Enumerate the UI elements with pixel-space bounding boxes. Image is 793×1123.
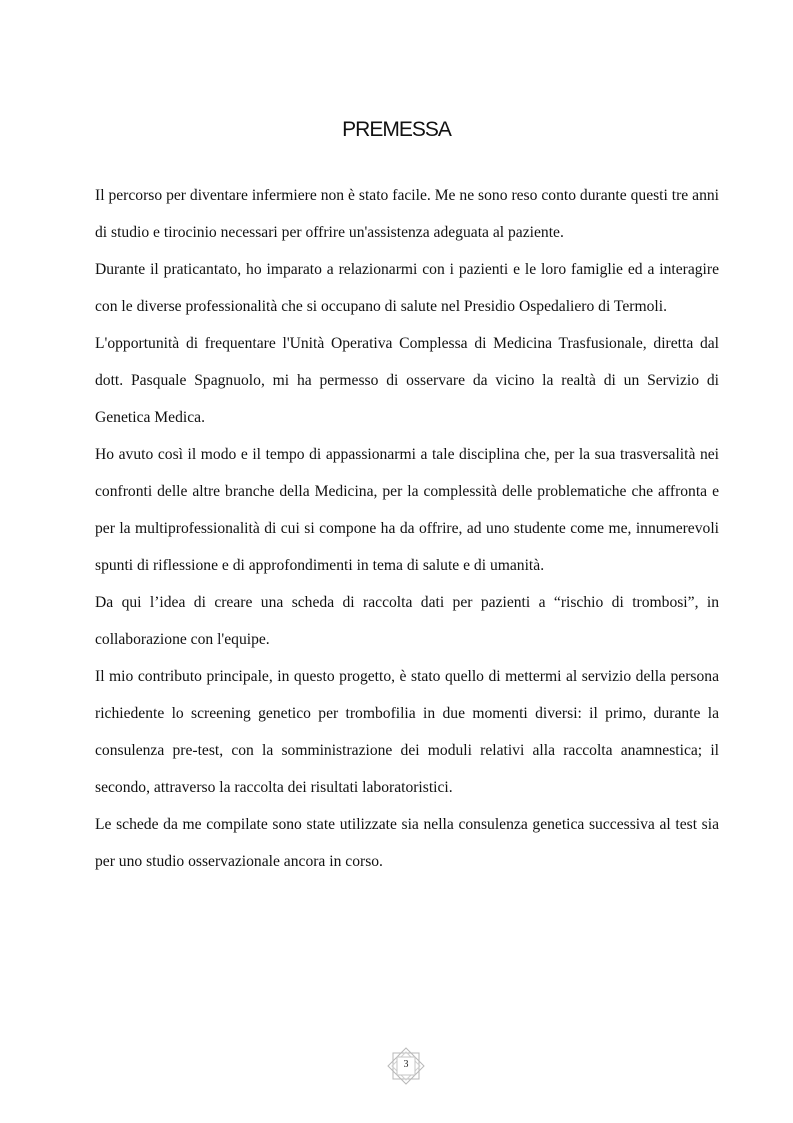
paragraph: Il percorso per diventare infermiere non è stato facile. Me ne sono reso conto durante questi tre anni di studio e tirocinio necessari per offrire un'assistenza adeguata al paziente. [95, 187, 719, 241]
body-text [95, 177, 719, 880]
page-title: PREMESSA [342, 118, 451, 141]
paragraph: Durante il praticantato, ho imparato a relazionarmi con i pazienti e le loro famiglie ed a interagire con le diverse professionalità che si occupano di salute nel Presidio Ospedaliero di Termoli. [95, 261, 719, 315]
paragraph: L'opportunità di frequentare l'Unità Operativa Complessa di Medicina Trasfusionale, diretta dal dott. Pasquale Spagnuolo, mi ha permesso di osservare da vicino la realtà di un Servizio di Genetica Medica. [95, 335, 719, 426]
paragraph: Ho avuto così il modo e il tempo di appassionarmi a tale disciplina che, per la sua trasversalità nei confronti delle altre branche della Medicina, per la complessità delle problematiche che affronta e per la multiprofessionalità di cui si compone ha da offrire, ad uno studente come me, innumerevoli spunti di riflessione e di approfondimenti in tema di salute e di umanità. [95, 446, 719, 574]
paragraph: Da qui l’idea di creare una scheda di raccolta dati per pazienti a “rischio di trombosi”, in collaborazione con l'equipe. [95, 594, 719, 648]
page-number: 3 [403, 1059, 409, 1070]
page-number-ornament [386, 1046, 426, 1086]
paragraph: Le schede da me compilate sono state utilizzate sia nella consulenza genetica successiva al test sia per uno studio osservazionale ancora in corso. [95, 816, 719, 870]
paragraph: Il mio contributo principale, in questo progetto, è stato quello di mettermi al servizio della persona richiedente lo screening genetico per trombofilia in due momenti diversi: il primo, durante la consulenza pre-test, con la somministrazione dei moduli relativi alla raccolta anamnestica; il secondo, attraverso la raccolta dei risultati laboratoristici. [95, 668, 719, 796]
